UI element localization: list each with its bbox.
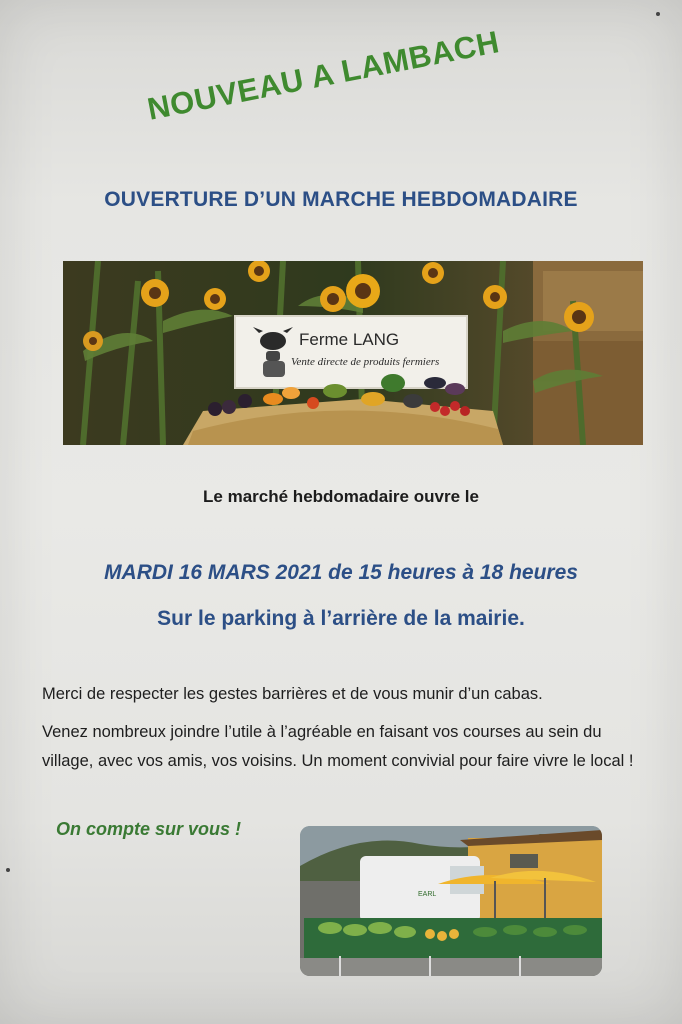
farm-name-label: Ferme LANG	[299, 330, 400, 349]
call-to-action: On compte sur vous !	[56, 819, 242, 839]
poster-subtitle: OUVERTURE D’UN MARCHE HEBDOMADAIRE	[104, 188, 578, 211]
market-stall-photo	[300, 826, 602, 976]
opening-date: MARDI 16 MARS 2021 de 15 heures à 18 heures	[104, 561, 578, 584]
market-stall-illustration	[300, 826, 602, 976]
pin-mark	[656, 12, 660, 16]
hygiene-paragraph: Merci de respecter les gestes barrières et de vous munir d’un cabas.	[42, 685, 543, 703]
opening-intro: Le marché hebdomadaire ouvre le	[203, 487, 479, 506]
farm-stand-illustration	[63, 261, 643, 445]
van-label: EARL	[418, 891, 437, 898]
farm-stand-photo	[63, 261, 643, 445]
poster-title: NOUVEAU A LAMBACH	[144, 24, 503, 127]
farm-tagline-label: Vente directe de produits fermiers	[291, 356, 440, 368]
invitation-paragraph: Venez nombreux joindre l’utile à l’agréable en faisant vos courses au sein du village, avec vos amis, vos voisins. Un moment convivial pour faire vivre le local !	[42, 723, 634, 770]
opening-location: Sur le parking à l’arrière de la mairie.	[157, 607, 525, 630]
pin-mark	[6, 868, 10, 872]
